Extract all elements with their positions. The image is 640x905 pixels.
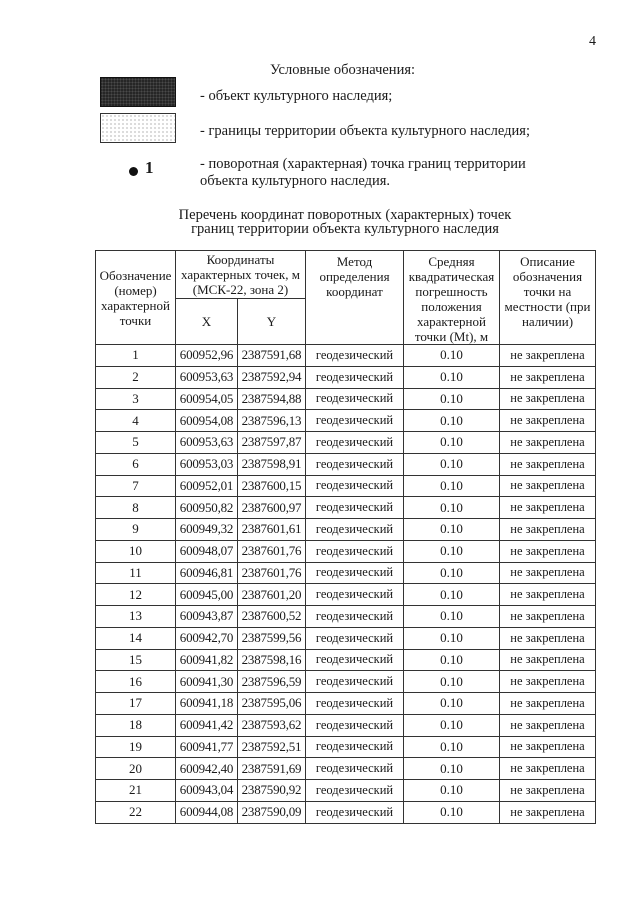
table-row (96, 497, 596, 519)
cell-method: геодезический (306, 584, 404, 606)
cell-point-number: 7 (96, 475, 176, 497)
cell-x: 600948,07 (176, 540, 238, 562)
cell-description: не закреплена (500, 758, 596, 780)
cell-description: не закреплена (500, 671, 596, 693)
cell-method: геодезический (306, 627, 404, 649)
header-accuracy: Средняя квадратическая погрешность положения характерной точки (Mt), м (404, 251, 500, 345)
cell-accuracy: 0.10 (404, 801, 500, 823)
cell-accuracy: 0.10 (404, 453, 500, 475)
cell-accuracy: 0.10 (404, 606, 500, 628)
cell-description: не закреплена (500, 714, 596, 736)
cell-y: 2387596,13 (238, 410, 306, 432)
cell-y: 2387600,52 (238, 606, 306, 628)
cell-method: геодезический (306, 366, 404, 388)
heritage-object-swatch (100, 77, 176, 107)
header-coordinates: Координаты характерных точек, м (МСК-22, зона 2) (176, 251, 306, 299)
cell-y: 2387600,97 (238, 497, 306, 519)
cell-x: 600941,42 (176, 714, 238, 736)
cell-accuracy: 0.10 (404, 497, 500, 519)
cell-y: 2387598,91 (238, 453, 306, 475)
cell-accuracy: 0.10 (404, 736, 500, 758)
table-row (96, 584, 596, 606)
cell-y: 2387600,15 (238, 475, 306, 497)
cell-x: 600954,08 (176, 410, 238, 432)
cell-point-number: 12 (96, 584, 176, 606)
cell-point-number: 2 (96, 366, 176, 388)
cell-y: 2387591,69 (238, 758, 306, 780)
cell-x: 600950,82 (176, 497, 238, 519)
cell-description: не закреплена (500, 345, 596, 367)
cell-method: геодезический (306, 693, 404, 715)
table-row (96, 736, 596, 758)
cell-y: 2387593,62 (238, 714, 306, 736)
cell-accuracy: 0.10 (404, 693, 500, 715)
cell-y: 2387598,16 (238, 649, 306, 671)
cell-point-number: 16 (96, 671, 176, 693)
cell-method: геодезический (306, 345, 404, 367)
table-row (96, 780, 596, 802)
cell-point-number: 21 (96, 780, 176, 802)
cell-x: 600952,01 (176, 475, 238, 497)
cell-method: геодезический (306, 388, 404, 410)
cell-accuracy: 0.10 (404, 758, 500, 780)
cell-point-number: 18 (96, 714, 176, 736)
cell-x: 600946,81 (176, 562, 238, 584)
cell-accuracy: 0.10 (404, 475, 500, 497)
cell-accuracy: 0.10 (404, 649, 500, 671)
cell-accuracy: 0.10 (404, 627, 500, 649)
cell-y: 2387594,88 (238, 388, 306, 410)
cell-x: 600942,70 (176, 627, 238, 649)
cell-point-number: 20 (96, 758, 176, 780)
cell-accuracy: 0.10 (404, 671, 500, 693)
cell-point-number: 22 (96, 801, 176, 823)
table-row (96, 693, 596, 715)
cell-method: геодезический (306, 475, 404, 497)
table-row (96, 345, 596, 367)
cell-method: геодезический (306, 410, 404, 432)
cell-x: 600941,30 (176, 671, 238, 693)
cell-y: 2387591,68 (238, 345, 306, 367)
cell-x: 600943,04 (176, 780, 238, 802)
cell-x: 600949,32 (176, 519, 238, 541)
cell-y: 2387601,61 (238, 519, 306, 541)
cell-accuracy: 0.10 (404, 540, 500, 562)
cell-point-number: 10 (96, 540, 176, 562)
table-row (96, 540, 596, 562)
cell-point-number: 8 (96, 497, 176, 519)
cell-point-number: 11 (96, 562, 176, 584)
cell-method: геодезический (306, 736, 404, 758)
table-row (96, 519, 596, 541)
page-number: 4 (589, 34, 596, 49)
cell-method: геодезический (306, 671, 404, 693)
cell-accuracy: 0.10 (404, 584, 500, 606)
legend-title: Условные обозначения: (270, 62, 416, 78)
cell-accuracy: 0.10 (404, 366, 500, 388)
cell-y: 2387590,09 (238, 801, 306, 823)
table-row (96, 388, 596, 410)
cell-y: 2387596,59 (238, 671, 306, 693)
table-row (96, 801, 596, 823)
table-title-line-2: границ территории объекта культурного наследия (191, 221, 499, 237)
cell-method: геодезический (306, 497, 404, 519)
turning-point-marker-label: 1 (145, 158, 154, 177)
cell-y: 2387601,76 (238, 540, 306, 562)
cell-method: геодезический (306, 562, 404, 584)
cell-method: геодезический (306, 649, 404, 671)
table-row (96, 562, 596, 584)
cell-accuracy: 0.10 (404, 780, 500, 802)
cell-y: 2387599,56 (238, 627, 306, 649)
cell-y: 2387595,06 (238, 693, 306, 715)
cell-x: 600943,87 (176, 606, 238, 628)
cell-description: не закреплена (500, 606, 596, 628)
cell-point-number: 5 (96, 432, 176, 454)
coordinates-table (95, 250, 596, 824)
table-row (96, 758, 596, 780)
cell-x: 600953,03 (176, 453, 238, 475)
cell-method: геодезический (306, 714, 404, 736)
cell-x: 600945,00 (176, 584, 238, 606)
cell-description: не закреплена (500, 453, 596, 475)
cell-method: геодезический (306, 540, 404, 562)
table-row (96, 606, 596, 628)
cell-point-number: 1 (96, 345, 176, 367)
cell-description: не закреплена (500, 540, 596, 562)
cell-description: не закреплена (500, 366, 596, 388)
cell-method: геодезический (306, 519, 404, 541)
cell-point-number: 19 (96, 736, 176, 758)
header-method: Метод определения координат (306, 251, 404, 345)
cell-description: не закреплена (500, 801, 596, 823)
table-title (170, 208, 520, 236)
cell-y: 2387601,20 (238, 584, 306, 606)
table-row (96, 432, 596, 454)
table-row (96, 475, 596, 497)
cell-point-number: 9 (96, 519, 176, 541)
cell-description: не закреплена (500, 497, 596, 519)
cell-accuracy: 0.10 (404, 345, 500, 367)
cell-x: 600944,08 (176, 801, 238, 823)
table-row (96, 410, 596, 432)
cell-y: 2387601,76 (238, 562, 306, 584)
cell-accuracy: 0.10 (404, 519, 500, 541)
cell-x: 600953,63 (176, 366, 238, 388)
header-x: X (176, 298, 238, 344)
cell-point-number: 15 (96, 649, 176, 671)
cell-point-number: 17 (96, 693, 176, 715)
cell-description: не закреплена (500, 649, 596, 671)
cell-description: не закреплена (500, 584, 596, 606)
cell-method: геодезический (306, 801, 404, 823)
legend-item-territory-boundary: - границы территории объекта культурного наследия; (200, 123, 530, 139)
table-row (96, 714, 596, 736)
cell-description: не закреплена (500, 780, 596, 802)
cell-description: не закреплена (500, 627, 596, 649)
cell-method: геодезический (306, 780, 404, 802)
cell-x: 600954,05 (176, 388, 238, 410)
table-row (96, 627, 596, 649)
header-description: Описание обозначения точки на местности (при наличии) (500, 251, 596, 345)
cell-accuracy: 0.10 (404, 388, 500, 410)
cell-y: 2387597,87 (238, 432, 306, 454)
cell-y: 2387592,51 (238, 736, 306, 758)
cell-accuracy: 0.10 (404, 562, 500, 584)
cell-description: не закреплена (500, 410, 596, 432)
cell-y: 2387590,92 (238, 780, 306, 802)
table-row (96, 453, 596, 475)
cell-point-number: 6 (96, 453, 176, 475)
legend-item-turning-point: - поворотная (характерная) точка границ территории объекта культурного наследия. (200, 156, 526, 189)
cell-accuracy: 0.10 (404, 714, 500, 736)
table-row (96, 366, 596, 388)
cell-method: геодезический (306, 758, 404, 780)
cell-description: не закреплена (500, 562, 596, 584)
table-row (96, 671, 596, 693)
header-point: Обозначение (номер) характерной точки (96, 251, 176, 345)
cell-accuracy: 0.10 (404, 432, 500, 454)
cell-description: не закреплена (500, 736, 596, 758)
cell-x: 600952,96 (176, 345, 238, 367)
cell-method: геодезический (306, 432, 404, 454)
turning-point-marker-icon (129, 167, 138, 176)
cell-description: не закреплена (500, 693, 596, 715)
territory-boundary-swatch (100, 113, 176, 143)
cell-description: не закреплена (500, 475, 596, 497)
cell-y: 2387592,94 (238, 366, 306, 388)
cell-x: 600941,77 (176, 736, 238, 758)
cell-description: не закреплена (500, 432, 596, 454)
cell-x: 600941,18 (176, 693, 238, 715)
cell-x: 600953,63 (176, 432, 238, 454)
cell-description: не закреплена (500, 519, 596, 541)
cell-point-number: 13 (96, 606, 176, 628)
cell-method: геодезический (306, 606, 404, 628)
cell-description: не закреплена (500, 388, 596, 410)
table-row (96, 649, 596, 671)
cell-point-number: 3 (96, 388, 176, 410)
header-y: Y (238, 298, 306, 344)
cell-point-number: 14 (96, 627, 176, 649)
table-body (96, 345, 596, 824)
cell-x: 600942,40 (176, 758, 238, 780)
cell-accuracy: 0.10 (404, 410, 500, 432)
cell-method: геодезический (306, 453, 404, 475)
table-title-line-1: Перечень координат поворотных (характерных) точек (178, 207, 512, 223)
cell-point-number: 4 (96, 410, 176, 432)
cell-x: 600941,82 (176, 649, 238, 671)
legend-item-heritage-object: - объект культурного наследия; (200, 88, 393, 104)
